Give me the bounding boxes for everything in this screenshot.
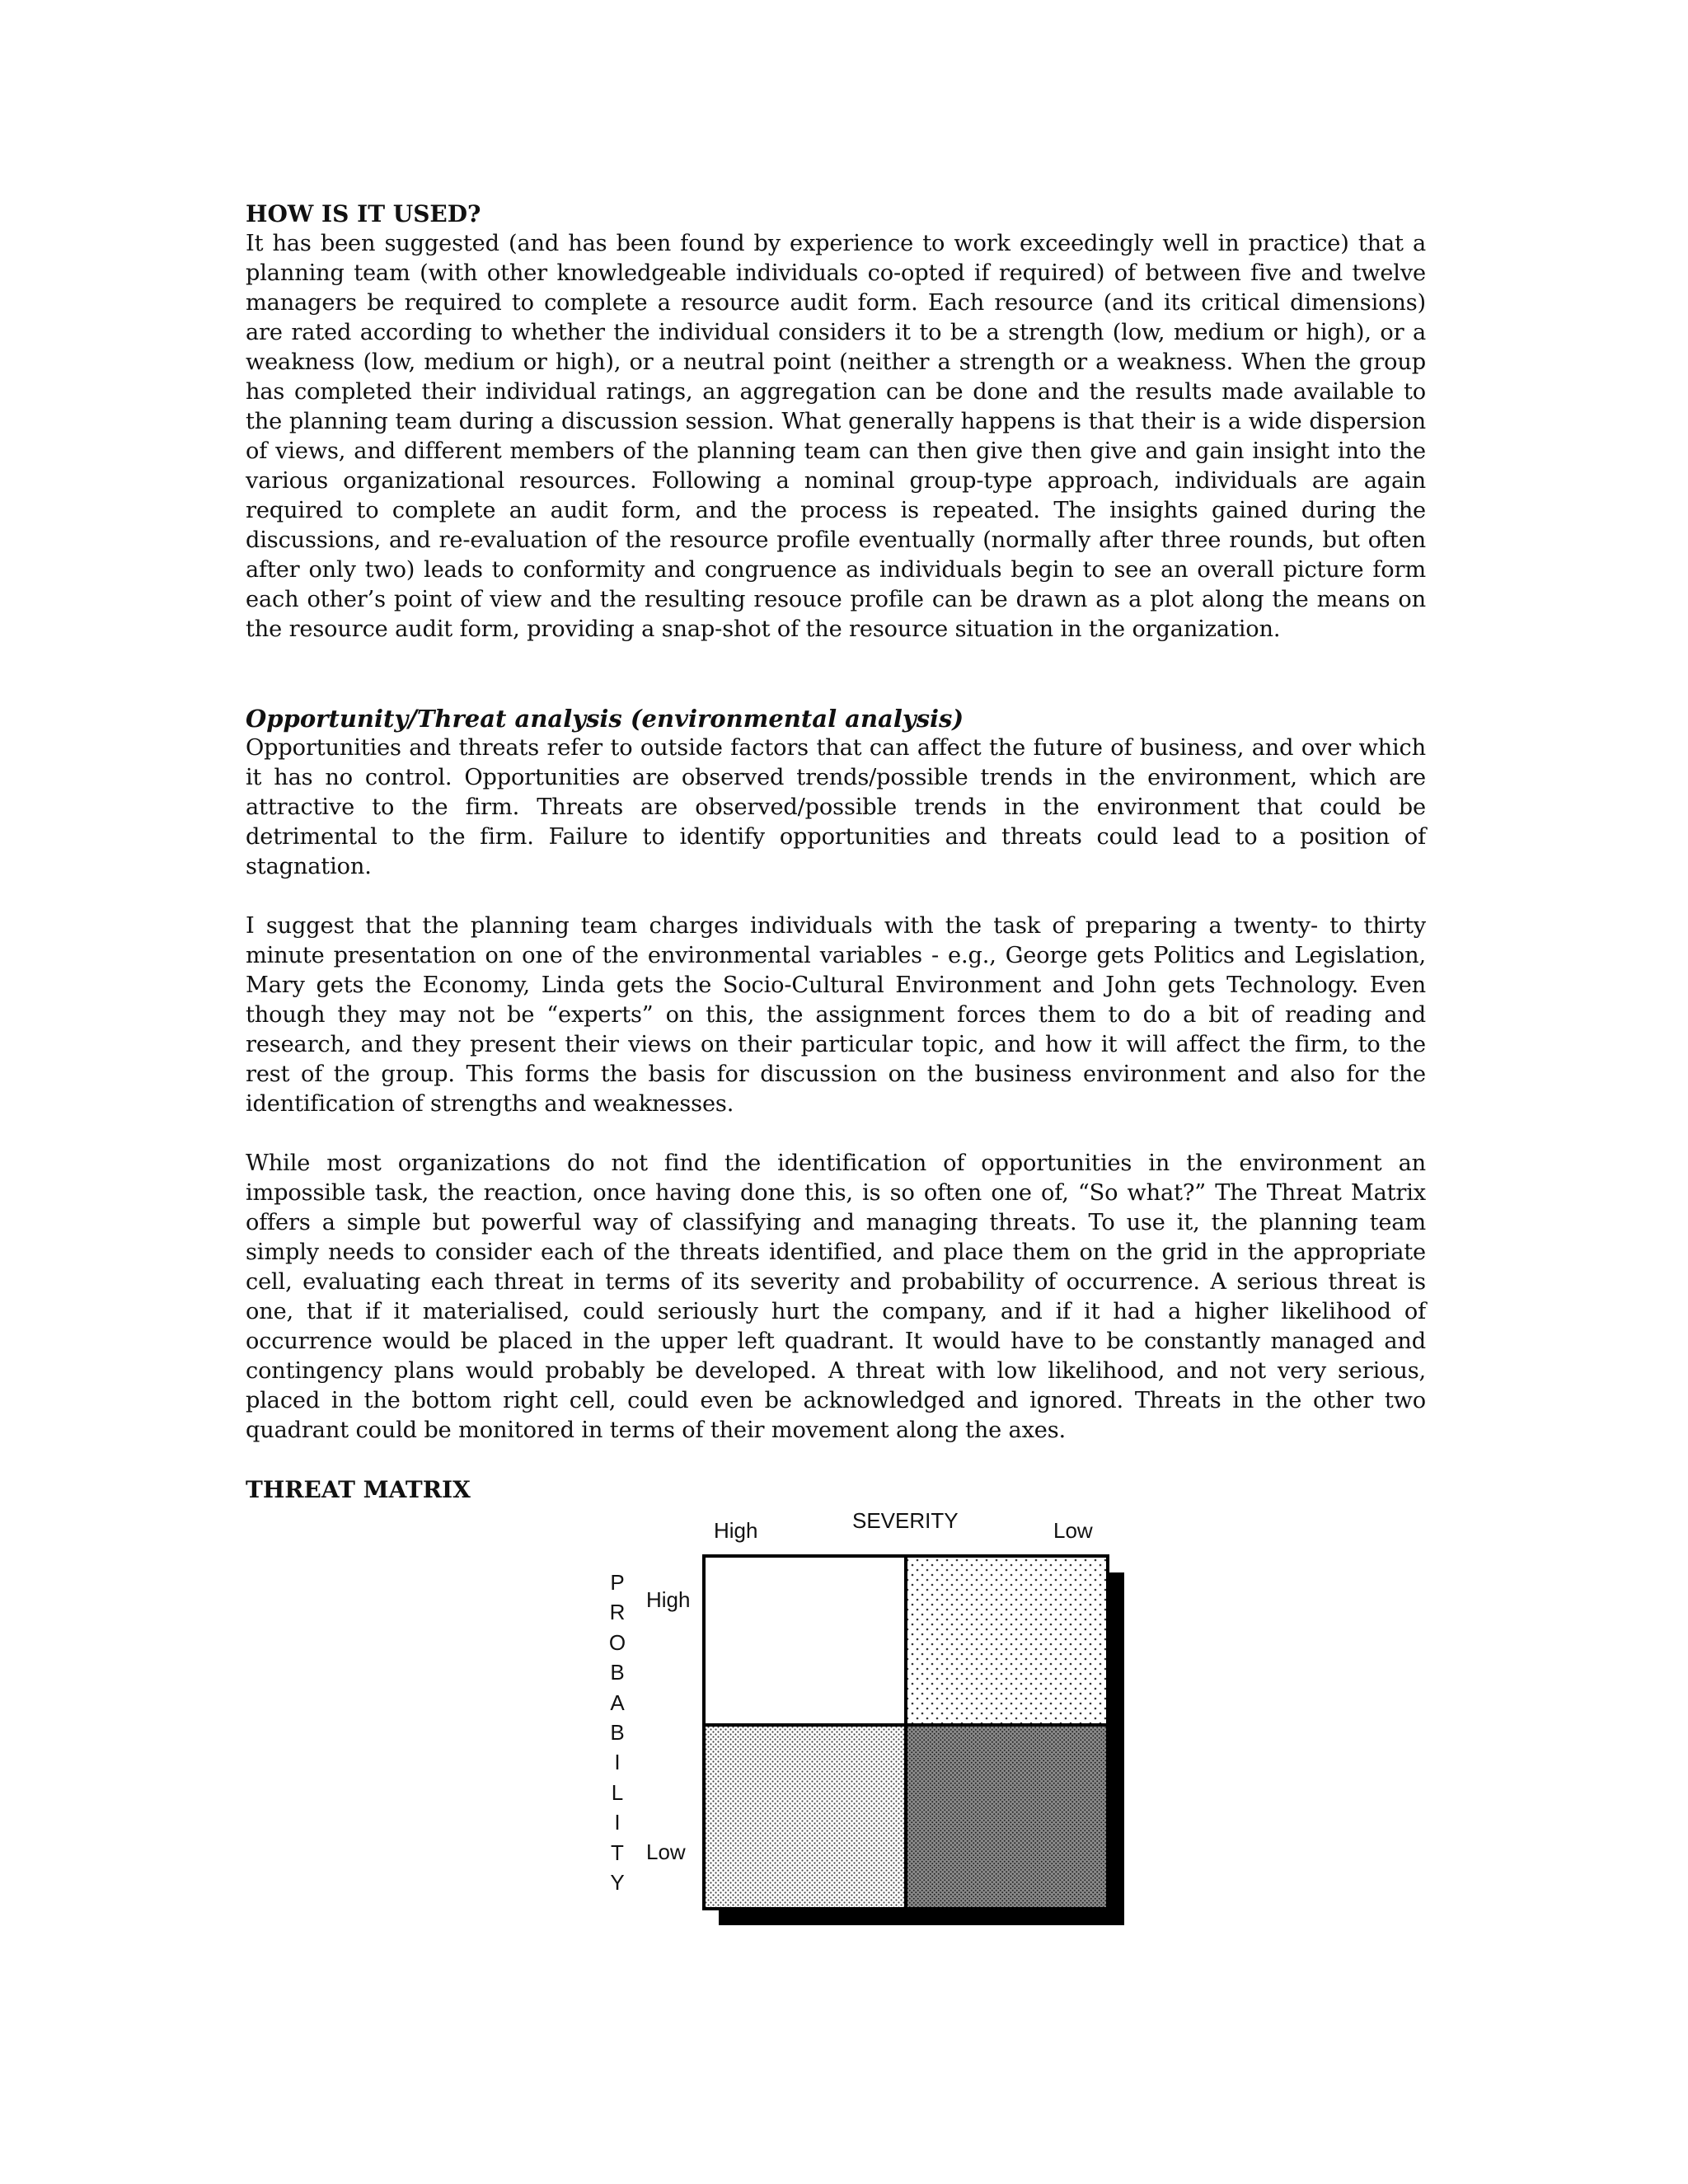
probability-letter: B [610,1660,625,1685]
quadrant-low-severity-low-probability [906,1725,1108,1909]
probability-letter: B [610,1720,625,1746]
paragraph-opportunities-threats: Opportunities and threats refer to outside factors that can affect the future of business, and over which it has no control. Opportunities are observed trends/possible trends in the environment, which are attractive to the firm. Threats are observed/possible trends in the environment that could be detrimental to the firm. Failure to identify opportunities and threats could lead to a position of stagnation. [246,735,1426,879]
probability-letter: L [611,1779,624,1805]
quadrant-high-severity-high-probability [704,1556,906,1725]
severity-low-label: Low [1053,1518,1093,1543]
quadrant-low-severity-high-probability [906,1556,1108,1725]
severity-high-label: High [714,1518,758,1543]
probability-letter: I [614,1750,621,1775]
probability-letter: O [608,1629,626,1655]
paragraph-how-is-it-used: It has been suggested (and has been found by experience to work exceedingly well in practice) that a planning team (with other knowledgeable individuals co-opted if required) of between five and twelve managers be required to complete a resource audit form. Each resource (and its critical dimensions) are rated according to whether the individual considers it to be a strength (low, medium or high), or a weakness (low, medium or high), or a neutral point (neither a strength or a weakness. When the group has completed their individual ratings, an aggregation can be done and the results made available to the planning team during a discussion session. What generally happens is that their is a wide dispersion of views, and different members of the planning team can then give then give and gain insight into the various organizational resources. Following a nominal group-type approach, individuals are again required to complete an audit form, and the process is repeated. The insights gained during the discussions, and re-evaluation of the resource profile eventually (normally after three rounds, but often after only two) leads to conformity and congruence as individuals begin to see an overall picture form each other’s point of view and the resulting resouce profile can be drawn as a plot along the means on the resource audit form, providing a snap-shot of the resource situation in the organization. [246,231,1426,642]
probability-letter: R [609,1600,626,1625]
probability-letter: I [614,1810,621,1835]
section-heading-how-is-it-used: HOW IS IT USED? [246,200,481,227]
section-heading-opportunity-threat: Opportunity/Threat analysis (environmental analysis) [246,705,964,733]
matrix-shadow [719,1572,1124,1925]
probability-axis-label [605,1568,630,1897]
paragraph-threat-matrix-usage: While most organizations do not find the identification of opportunities in the environment an impossible task, the reaction, once having done this, is so often one of, “So what?” The Threat Matrix offers a simple but powerful way of classifying and managing threats. To use it, the planning team simply needs to consider each of the threats identified, and place them on the grid in the appropriate cell, evaluating each threat in terms of its severity and probability of occurrence. A serious threat is one, that if it materialised, could seriously hurt the company, and if it had a higher likelihood of occurrence would be placed in the upper left quadrant. It would have to be constantly managed and contingency plans would probably be developed. A threat with low likelihood, and not very serious, placed in the bottom right cell, could even be acknowledged and ignored. Threats in the other two quadrant could be monitored in terms of their movement along the axes. [246,1151,1426,1443]
matrix-border [704,1556,1108,1909]
probability-letter: A [610,1690,625,1715]
paragraph-presentation-task: I suggest that the planning team charges individuals with the task of preparing a twenty- to thirty minute presentation on one of the environmental variables - e.g., George gets Politics and Legislation, Mary gets the Economy, Linda gets the Socio-Cultural Environment and John gets Technology. Even though they may not be “experts” on this, the assignment forces them to do a bit of reading and research, and they present their views on their particular topic, and how it will affect the firm, to the rest of the group. This forms the basis for discussion on the business environment and also for the identification of strengths and weaknesses. [246,913,1426,1117]
probability-letter: P [610,1570,625,1595]
probability-letter: T [611,1840,624,1865]
probability-low-label: Low [646,1840,686,1864]
probability-high-label: High [646,1587,691,1612]
severity-axis-label: SEVERITY [852,1508,959,1533]
threat-matrix-heading: THREAT MATRIX [246,1476,471,1503]
quadrant-high-severity-low-probability [704,1725,906,1909]
probability-letter: Y [610,1870,625,1896]
document-page [246,199,1426,1505]
